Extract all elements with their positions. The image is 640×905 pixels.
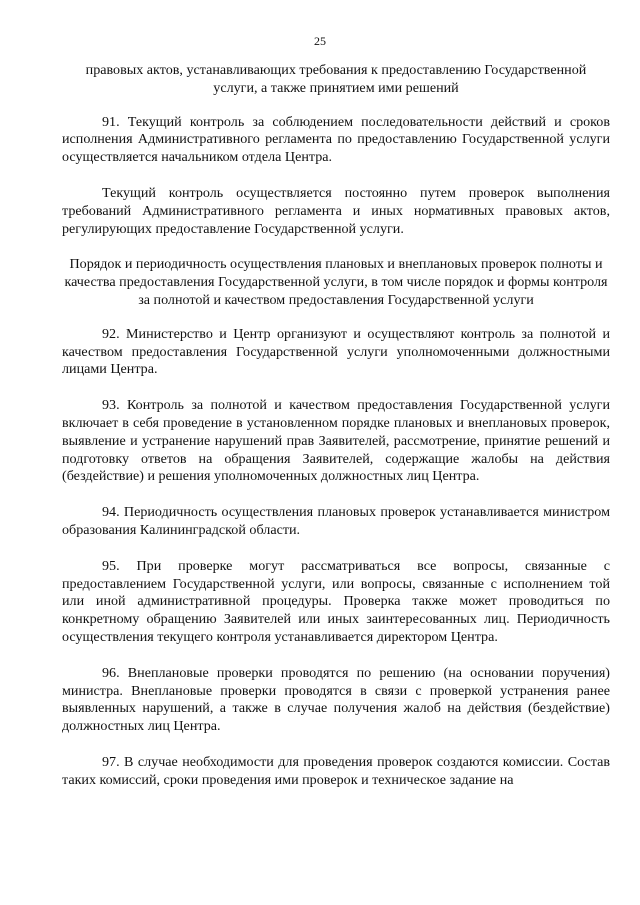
paragraph-91: 91. Текущий контроль за соблюдением последовательности действий и сроков исполнения Административного регламента по предоставлению Государственной услуги осуществляется начальником отдела Центра. [62,113,610,166]
section-heading-continuation: правовых актов, устанавливающих требования к предоставлению Государственной услуги, а также принятием ими решений [85,62,587,96]
paragraph-95: 95. При проверке могут рассматриваться все вопросы, связанные с предоставлением Государственной услуги, или вопросы, связанные с исполнением той или иной административной процедуры. Проверка также может проводиться по конкретному обращению Заявителей или иных заинтересованных лиц. Периодичность осуществления текущего контроля устанавливается директором Центра. [62,557,610,645]
paragraph-93: 93. Контроль за полнотой и качеством предоставления Государственной услуги включает в себя проведение в установленном порядке плановых и внеплановых проверок, выявление и устранение нарушений прав Заявителей, рассмотрение, принятие решений и подготовку ответов на обращения Заявителей, содержащие жалобы на действия (бездействие) и решения уполномоченных должностных лиц Центра. [62,397,610,485]
section-heading-inspections: Порядок и периодичность осуществления плановых и внеплановых проверок полноты и качества предоставления Государственной услуги, в том числе порядок и формы контроля за полнотой и качеством предоставления Государственной услуги [64,256,608,308]
page-number: 25 [314,34,326,48]
paragraph-97: 97. В случае необходимости для проведения проверок создаются комиссии. Состав таких комиссий, сроки проведения ими проверок и техническое задание на [62,753,610,788]
paragraph-92: 92. Министерство и Центр организуют и осуществляют контроль за полнотой и качеством предоставления Государственной услуги уполномоченными должностными лицами Центра. [62,325,610,378]
document-body [62,62,610,790]
paragraph-96: 96. Внеплановые проверки проводятся по решению (на основании поручения) министра. Внеплановые проверки проводятся в связи с проверкой устранения ранее выявленных нарушений, а также в случае получения жалоб на действия (бездействие) должностных лиц Центра. [62,664,610,735]
paragraph-94: 94. Периодичность осуществления плановых проверок устанавливается министром образования Калининградской области. [62,504,610,538]
paragraph-current-control: Текущий контроль осуществляется постоянно путем проверок выполнения требований Административного регламента и иных нормативных правовых актов, регулирующих предоставление Государственной услуги. [62,184,610,237]
